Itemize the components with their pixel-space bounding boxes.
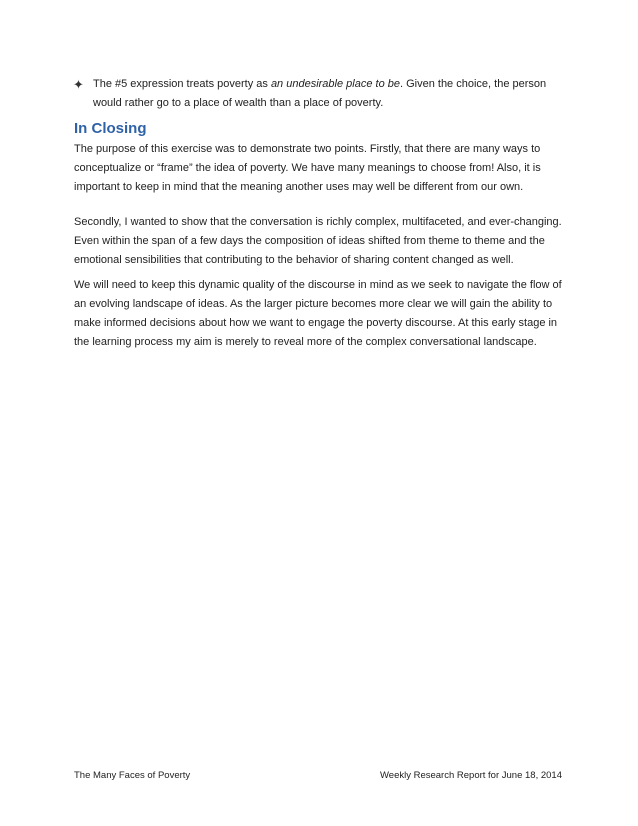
bullet-text xyxy=(93,78,546,109)
paragraph-3: We will need to keep this dynamic quality of the discourse in mind as we seek to navigate the flow of an evolving landscape of ideas. As the larger picture becomes more clear we will gain the ability to make informed decisions about how we want to engage the poverty discourse. At this early stage in the learning process my aim is merely to reveal more of the complex conversational landscape. xyxy=(74,279,562,348)
section-heading: In Closing xyxy=(74,120,147,137)
footer-report-date: Weekly Research Report for June 18, 2014 xyxy=(379,770,562,781)
footer-title: The Many Faces of Poverty xyxy=(74,770,191,781)
four-point-star-bullet-icon: ✦ xyxy=(73,77,84,92)
bullet-text-before: The #5 expression treats poverty as xyxy=(93,78,271,90)
bullet-text-italic: an undesirable place to be xyxy=(270,78,400,90)
paragraph-2: Secondly, I wanted to show that the conversation is richly complex, multifaceted, and ever-changing. Even within the span of a few days the composition of ideas shifted from theme to theme and the emotional sensibilities that contributing to the behavior of sharing content changed as well. xyxy=(74,216,562,266)
paragraph-1: The purpose of this exercise was to demonstrate two points. Firstly, that there are many ways to conceptualize or “frame” the idea of poverty. We have many meanings to choose from! Also, it is important to keep in mind that the meaning another uses may well be different from our own. xyxy=(74,143,541,193)
bullet-item xyxy=(73,75,553,113)
bullet-text-after: . Given the choice, the person would rather go to a place of wealth than a place of poverty. xyxy=(93,78,547,109)
